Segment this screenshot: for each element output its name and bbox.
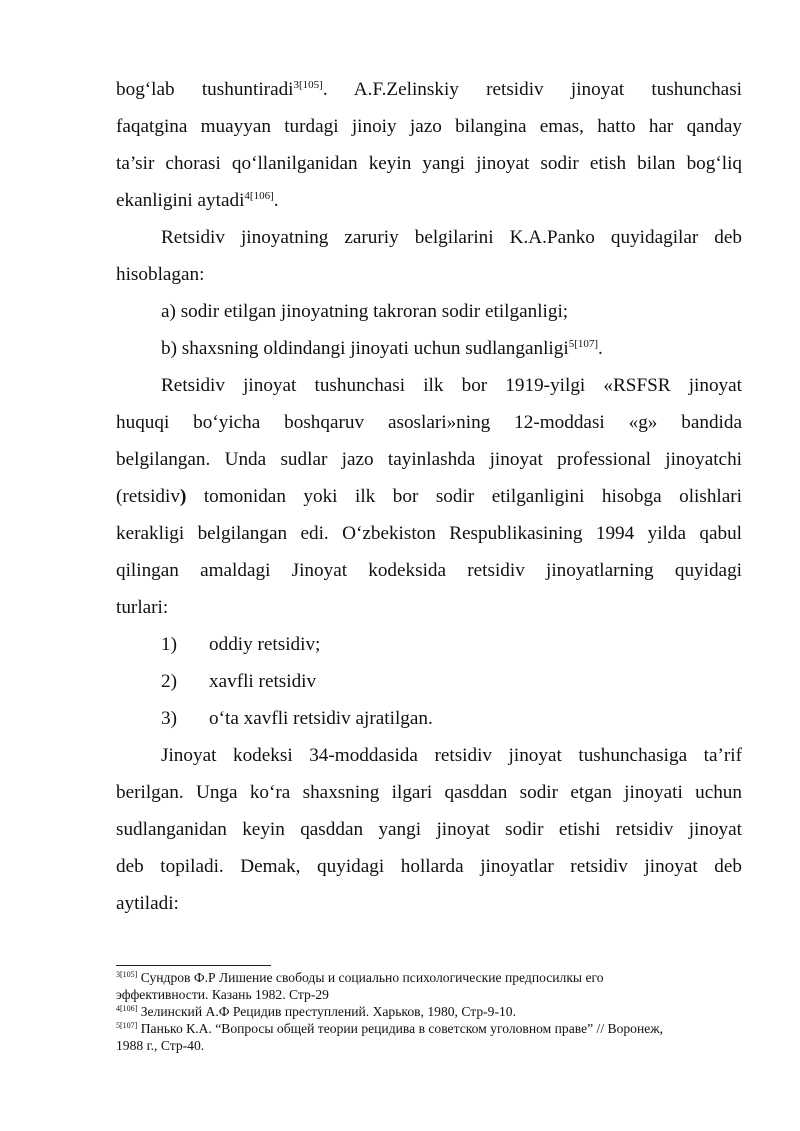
list-text: oddiy retsidiv;: [209, 634, 321, 655]
footnote-line: эффективности. Казань 1982. Стр-29: [116, 987, 329, 1002]
paragraph-line: belgilangan. Unda sudlar jazo tayinlashda jinoyat professional jinoyatchi: [116, 449, 742, 470]
footnote-mark: 4[106]: [116, 1004, 138, 1013]
text-run: b) shaxsning oldindangi jinoyati uchun sudlanganligi: [161, 338, 569, 359]
footnote-ref[interactable]: 3[105]: [293, 79, 323, 91]
list-item: [116, 663, 742, 700]
paragraph-line: [116, 330, 742, 367]
list-number: 2): [161, 671, 177, 692]
paragraph-line: qilingan amaldagi Jinoyat kodeksida retsidiv jinoyatlarning quyidagi: [116, 560, 742, 581]
paragraph-line: faqatgina muayyan turdagi jinoiy jazo bilangina emas, hatto har qanday: [116, 116, 742, 137]
footnote-mark: 3[105]: [116, 970, 138, 979]
text-run: tomonidan yoki ilk bor sodir etilganligini hisobga olishlari: [186, 486, 742, 507]
list-number: 3): [161, 708, 177, 729]
list-number: 1): [161, 634, 177, 655]
text-run: ekanligini aytadi: [116, 190, 245, 211]
footnote-line: 1988 г., Стр-40.: [116, 1038, 205, 1053]
footnote-mark: 5[107]: [116, 1021, 138, 1030]
paragraph-line: Jinoyat kodeksi 34-moddasida retsidiv jinoyat tushunchasiga ta’rif: [161, 745, 742, 766]
footnote-text: Панько К.А. “Вопросы общей теории рецидива в советском уголовном праве” // Воронеж,: [140, 1021, 664, 1036]
footnote-text: Сундров Ф.Р Лишение свободы и социально психологические предпосилкы его: [140, 970, 604, 985]
paragraph-line: deb topiladi. Demak, quyidagi hollarda jinoyatlar retsidiv jinoyat deb: [116, 856, 742, 877]
footnote-line: [116, 1003, 742, 1020]
main-text: [116, 71, 742, 922]
paragraph-line: sudlanganidan keyin qasddan yangi jinoyat sodir etishi retsidiv jinoyat: [116, 819, 742, 840]
paragraph-line: ta’sir chorasi qo‘llanilganidan keyin yangi jinoyat sodir etish bilan bog‘liq: [116, 153, 742, 174]
paragraph-line: berilgan. Unga ko‘ra shaxsning ilgari qasddan sodir etgan jinoyati uchun: [116, 782, 742, 803]
text-run: .: [273, 190, 279, 211]
bold-text-run: ): [179, 486, 187, 507]
paragraph-line: a) sodir etilgan jinoyatning takroran sodir etilganligi;: [161, 301, 569, 322]
footnote-separator: [116, 965, 271, 966]
paragraph-line: kerakligi belgilangan edi. O‘zbekiston Respublikasining 1994 yilda qabul: [116, 523, 742, 544]
footnote-text: Зелинский А.Ф Рецидив преступлений. Харьков, 1980, Стр-9-10.: [140, 1004, 516, 1019]
paragraph-line: [116, 71, 742, 108]
paragraph-line: aytiladi:: [116, 893, 179, 914]
footnote-line: [116, 969, 742, 986]
footnote-line: [116, 1020, 742, 1037]
text-run: . A.F.Zelinskiy retsidiv jinoyat tushunchasi: [322, 79, 742, 100]
list-text: o‘ta xavfli retsidiv ajratilgan.: [209, 708, 433, 729]
list-text: xavfli retsidiv: [209, 671, 317, 692]
text-run: bog‘lab tushuntiradi: [116, 79, 294, 100]
paragraph-line: Retsidiv jinoyatning zaruriy belgilarini K.A.Panko quyidagilar deb: [161, 227, 742, 248]
list-item: [116, 700, 742, 737]
paragraph-line: Retsidiv jinoyat tushunchasi ilk bor 1919-yilgi «RSFSR jinoyat: [161, 375, 742, 396]
paragraph-line: turlari:: [116, 597, 169, 618]
footnotes: [116, 969, 742, 1054]
list-item: [116, 626, 742, 663]
text-run: (retsidiv: [116, 486, 180, 507]
paragraph-line: huquqi bo‘yicha boshqaruv asoslari»ning 12-moddasi «g» bandida: [116, 412, 742, 433]
footnote-ref[interactable]: 5[107]: [568, 338, 599, 350]
text-run: .: [598, 338, 603, 359]
footnote-ref[interactable]: 4[106]: [244, 190, 274, 202]
paragraph-line: [116, 478, 742, 515]
paragraph-line: [116, 182, 742, 219]
paragraph-line: hisoblagan:: [116, 264, 205, 285]
